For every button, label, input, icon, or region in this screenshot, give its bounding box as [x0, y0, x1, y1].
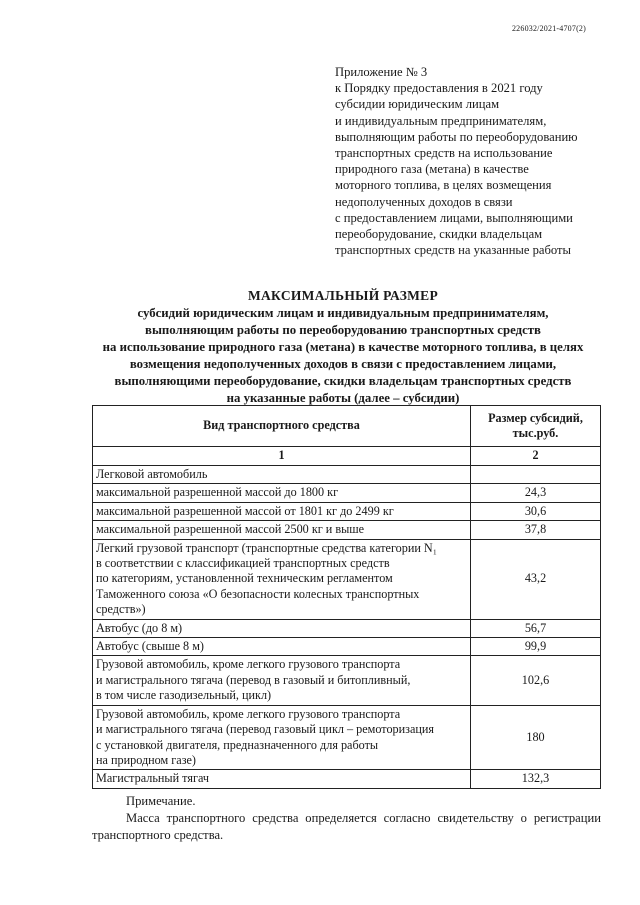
vehicle-type-cell	[93, 770, 471, 788]
column-number-2: 2	[471, 447, 601, 466]
vehicle-type-line: Грузовой автомобиль, кроме легкого грузового транспорта	[96, 657, 401, 672]
vehicle-type-line: и магистрального тягача (перевод газовый цикл – ремоторизация	[96, 722, 435, 737]
appendix-line: природного газа (метана) в качестве	[335, 162, 529, 177]
vehicle-type-cell	[93, 502, 471, 520]
vehicle-type-line: максимальной разрешенной массой 2500 кг и выше	[96, 522, 365, 537]
table-row	[93, 705, 601, 770]
table-row	[93, 539, 601, 619]
vehicle-type-line: Автобус (до 8 м)	[96, 620, 183, 635]
title-line: выполняющими переоборудование, скидки владельцам транспортных средств	[114, 374, 572, 388]
appendix-line: субсидии юридическим лицам	[335, 97, 500, 112]
vehicle-type-line: Магистральный тягач	[96, 771, 210, 786]
table-row	[93, 502, 601, 520]
vehicle-type-line: в соответствии с классификацией транспортных средств	[96, 556, 390, 571]
title-line: выполняющим работы по переоборудованию транспортных средств	[145, 323, 541, 337]
appendix-block	[335, 64, 625, 258]
vehicle-type-line: максимальной разрешенной массой от 1801 кг до 2499 кг	[96, 503, 394, 518]
table-row	[93, 484, 601, 502]
subsidy-value-cell: 180	[471, 705, 601, 770]
title-line: субсидий юридическим лицам и индивидуальным предпринимателям,	[137, 306, 549, 320]
appendix-line: выполняющим работы по переоборудованию	[335, 129, 578, 144]
header-vehicle-type: Вид транспортного средства	[93, 406, 471, 447]
vehicle-type-cell	[93, 466, 471, 484]
appendix-line: и индивидуальным предпринимателям,	[335, 113, 547, 128]
note-block	[92, 793, 601, 844]
table-row	[93, 770, 601, 788]
appendix-line: недополученных доходов в связи	[335, 194, 513, 209]
table-row	[93, 656, 601, 705]
appendix-line: переоборудование, скидки владельцам	[335, 227, 543, 242]
table-body	[93, 466, 601, 789]
vehicle-type-cell	[93, 656, 471, 705]
vehicle-type-line: Автобус (свыше 8 м)	[96, 639, 204, 654]
vehicle-type-cell	[93, 638, 471, 656]
subsidy-value-cell: 37,8	[471, 521, 601, 539]
title-line: возмещения недополученных доходов в связи с предоставлением лицами,	[129, 357, 557, 371]
table-row	[93, 521, 601, 539]
table-row	[93, 466, 601, 484]
subsidy-value-cell: 102,6	[471, 656, 601, 705]
appendix-line: с предоставлением лицами, выполняющими	[335, 210, 573, 225]
vehicle-type-line: максимальной разрешенной массой до 1800 кг	[96, 485, 339, 500]
subsidy-value-cell: 24,3	[471, 484, 601, 502]
column-number-1: 1	[93, 447, 471, 466]
vehicle-type-line: и магистрального тягача (перевод в газовый и битопливный,	[96, 672, 411, 687]
subsidy-value-cell: 43,2	[471, 539, 601, 619]
document-title	[60, 287, 626, 407]
subsidy-value-cell: 99,9	[471, 638, 601, 656]
appendix-line: моторного топлива, в целях возмещения	[335, 178, 552, 193]
subsidy-value-cell: 132,3	[471, 770, 601, 788]
note-text: Масса транспортного средства определяется согласно свидетельству о регистрации транспортного средства.	[92, 811, 601, 842]
vehicle-type-cell	[93, 619, 471, 637]
table-row	[93, 619, 601, 637]
subsidy-value-cell: 30,6	[471, 502, 601, 520]
appendix-line: транспортных средств на указанные работы	[335, 243, 572, 258]
vehicle-type-cell	[93, 484, 471, 502]
vehicle-type-cell	[93, 539, 471, 619]
header-subsidy-line: Размер субсидий,	[488, 410, 583, 425]
table-row	[93, 638, 601, 656]
vehicle-type-cell	[93, 521, 471, 539]
subsidy-value-cell	[471, 466, 601, 484]
note-label: Примечание.	[126, 794, 196, 808]
vehicle-type-line: Грузовой автомобиль, кроме легкого грузового транспорта	[96, 706, 401, 721]
subsidy-table	[92, 405, 601, 789]
title-main: МАКСИМАЛЬНЫЙ РАЗМЕР	[247, 288, 439, 303]
vehicle-type-line: Легковой автомобиль	[96, 467, 208, 481]
vehicle-type-line: средств»)	[96, 602, 146, 617]
title-line: на указанные работы (далее – субсидии)	[226, 391, 460, 405]
appendix-line: к Порядку предоставления в 2021 году	[335, 81, 543, 96]
vehicle-type-line: Таможенного союза «О безопасности колесных транспортных	[96, 586, 420, 601]
header-subsidy-amount	[471, 406, 601, 447]
vehicle-type-line: Легкий грузовой транспорт (транспортные средства категории N₁	[96, 540, 437, 555]
appendix-line: транспортных средств на использование	[335, 146, 553, 161]
header-subsidy-unit: тыс.руб.	[512, 426, 559, 440]
vehicle-type-line: на природном газе)	[96, 752, 196, 767]
title-line: на использование природного газа (метана) в качестве моторного топлива, в целях	[102, 340, 584, 354]
subsidy-value-cell: 56,7	[471, 619, 601, 637]
document-number: 226032/2021-4707(2)	[511, 24, 586, 33]
vehicle-type-cell	[93, 705, 471, 770]
vehicle-type-line: по категориям, установленной техническим регламентом	[96, 571, 393, 586]
vehicle-type-line: в том числе газодизельный, цикл)	[96, 688, 272, 703]
appendix-line: Приложение № 3	[335, 65, 428, 79]
vehicle-type-line: с установкой двигателя, предназначенного для работы	[96, 737, 379, 752]
